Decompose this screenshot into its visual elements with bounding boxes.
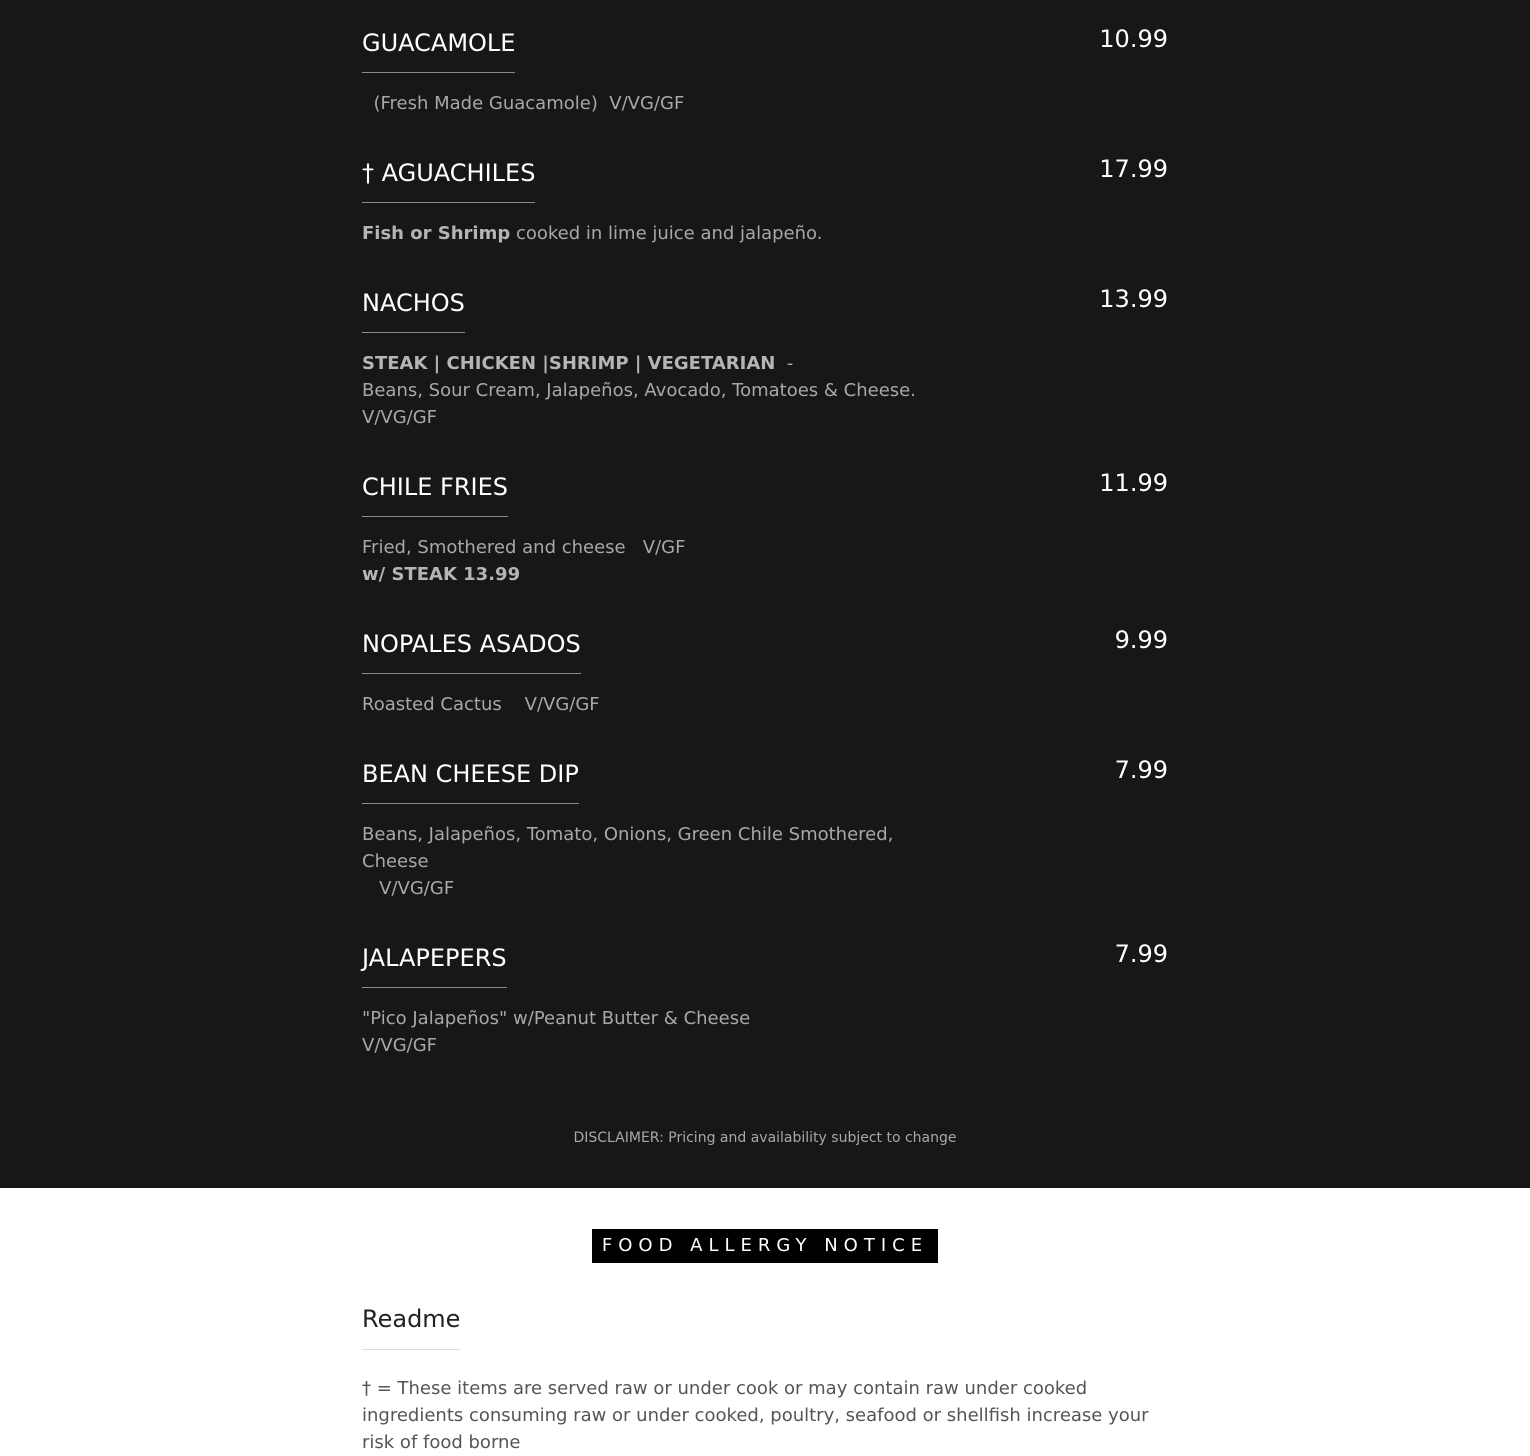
menu-item-jalapepers	[362, 940, 1168, 1059]
item-price: 17.99	[1099, 155, 1168, 183]
allergy-notice-badge: FOOD ALLERGY NOTICE	[592, 1229, 938, 1263]
menu-item-nachos	[362, 285, 1168, 431]
item-price: 7.99	[1114, 940, 1168, 968]
item-description	[362, 534, 952, 588]
item-price: 7.99	[1114, 756, 1168, 784]
item-description	[362, 220, 952, 247]
item-description-segment: "Pico Jalapeños" w/Peanut Butter & Cheese V/VG/GF	[362, 1008, 751, 1056]
item-description-segment: STEAK | CHICKEN |SHRIMP | VEGETARIAN	[362, 353, 776, 374]
item-name: JALAPEPERS	[362, 943, 507, 988]
item-description	[362, 821, 952, 902]
item-name: GUACAMOLE	[362, 28, 515, 73]
item-description-segment: Fried, Smothered and cheese V/GF	[362, 537, 686, 558]
readme-title: Readme	[362, 1304, 460, 1350]
item-description	[362, 350, 952, 431]
menu-item-aguachiles	[362, 155, 1168, 247]
menu-item-guacamole	[362, 25, 1168, 117]
menu-item-nopales-asados	[362, 626, 1168, 718]
item-description-segment: w/ STEAK 13.99	[362, 564, 521, 585]
readme-text: † = These items are served raw or under cook or may contain raw under cooked ingredients consuming raw or under cooked, poultry, seafood or shellfish increase your risk of food borne	[362, 1378, 1149, 1453]
item-description	[362, 691, 952, 718]
item-description-segment: Roasted Cactus V/VG/GF	[362, 694, 600, 715]
item-description-segment: cooked in lime juice and jalapeño.	[510, 223, 823, 244]
menu-item-bean-cheese-dip	[362, 756, 1168, 902]
item-price: 9.99	[1114, 626, 1168, 654]
item-name: CHILE FRIES	[362, 472, 508, 517]
menu-item-chile-fries	[362, 469, 1168, 588]
item-description-segment: Beans, Jalapeños, Tomato, Onions, Green Chile Smothered, Cheese V/VG/GF	[362, 824, 894, 899]
item-price: 11.99	[1099, 469, 1168, 497]
item-description-segment: - Beans, Sour Cream, Jalapeños, Avocado, Tomatoes & Cheese. V/VG/GF	[362, 353, 943, 428]
item-description-segment: (Fresh Made Guacamole) V/VG/GF	[362, 93, 685, 114]
item-price: 10.99	[1099, 25, 1168, 53]
item-description	[362, 1005, 952, 1059]
item-description-segment: Fish or Shrimp	[362, 223, 511, 244]
disclaimer-text: DISCLAIMER: Pricing and availability subject to change	[573, 1130, 957, 1146]
item-name: NOPALES ASADOS	[362, 629, 581, 674]
item-name: NACHOS	[362, 288, 465, 333]
item-description	[362, 90, 952, 117]
allergy-section	[0, 1188, 1530, 1453]
item-name: † AGUACHILES	[362, 158, 535, 203]
item-name: BEAN CHEESE DIP	[362, 759, 579, 804]
item-price: 13.99	[1099, 285, 1168, 313]
